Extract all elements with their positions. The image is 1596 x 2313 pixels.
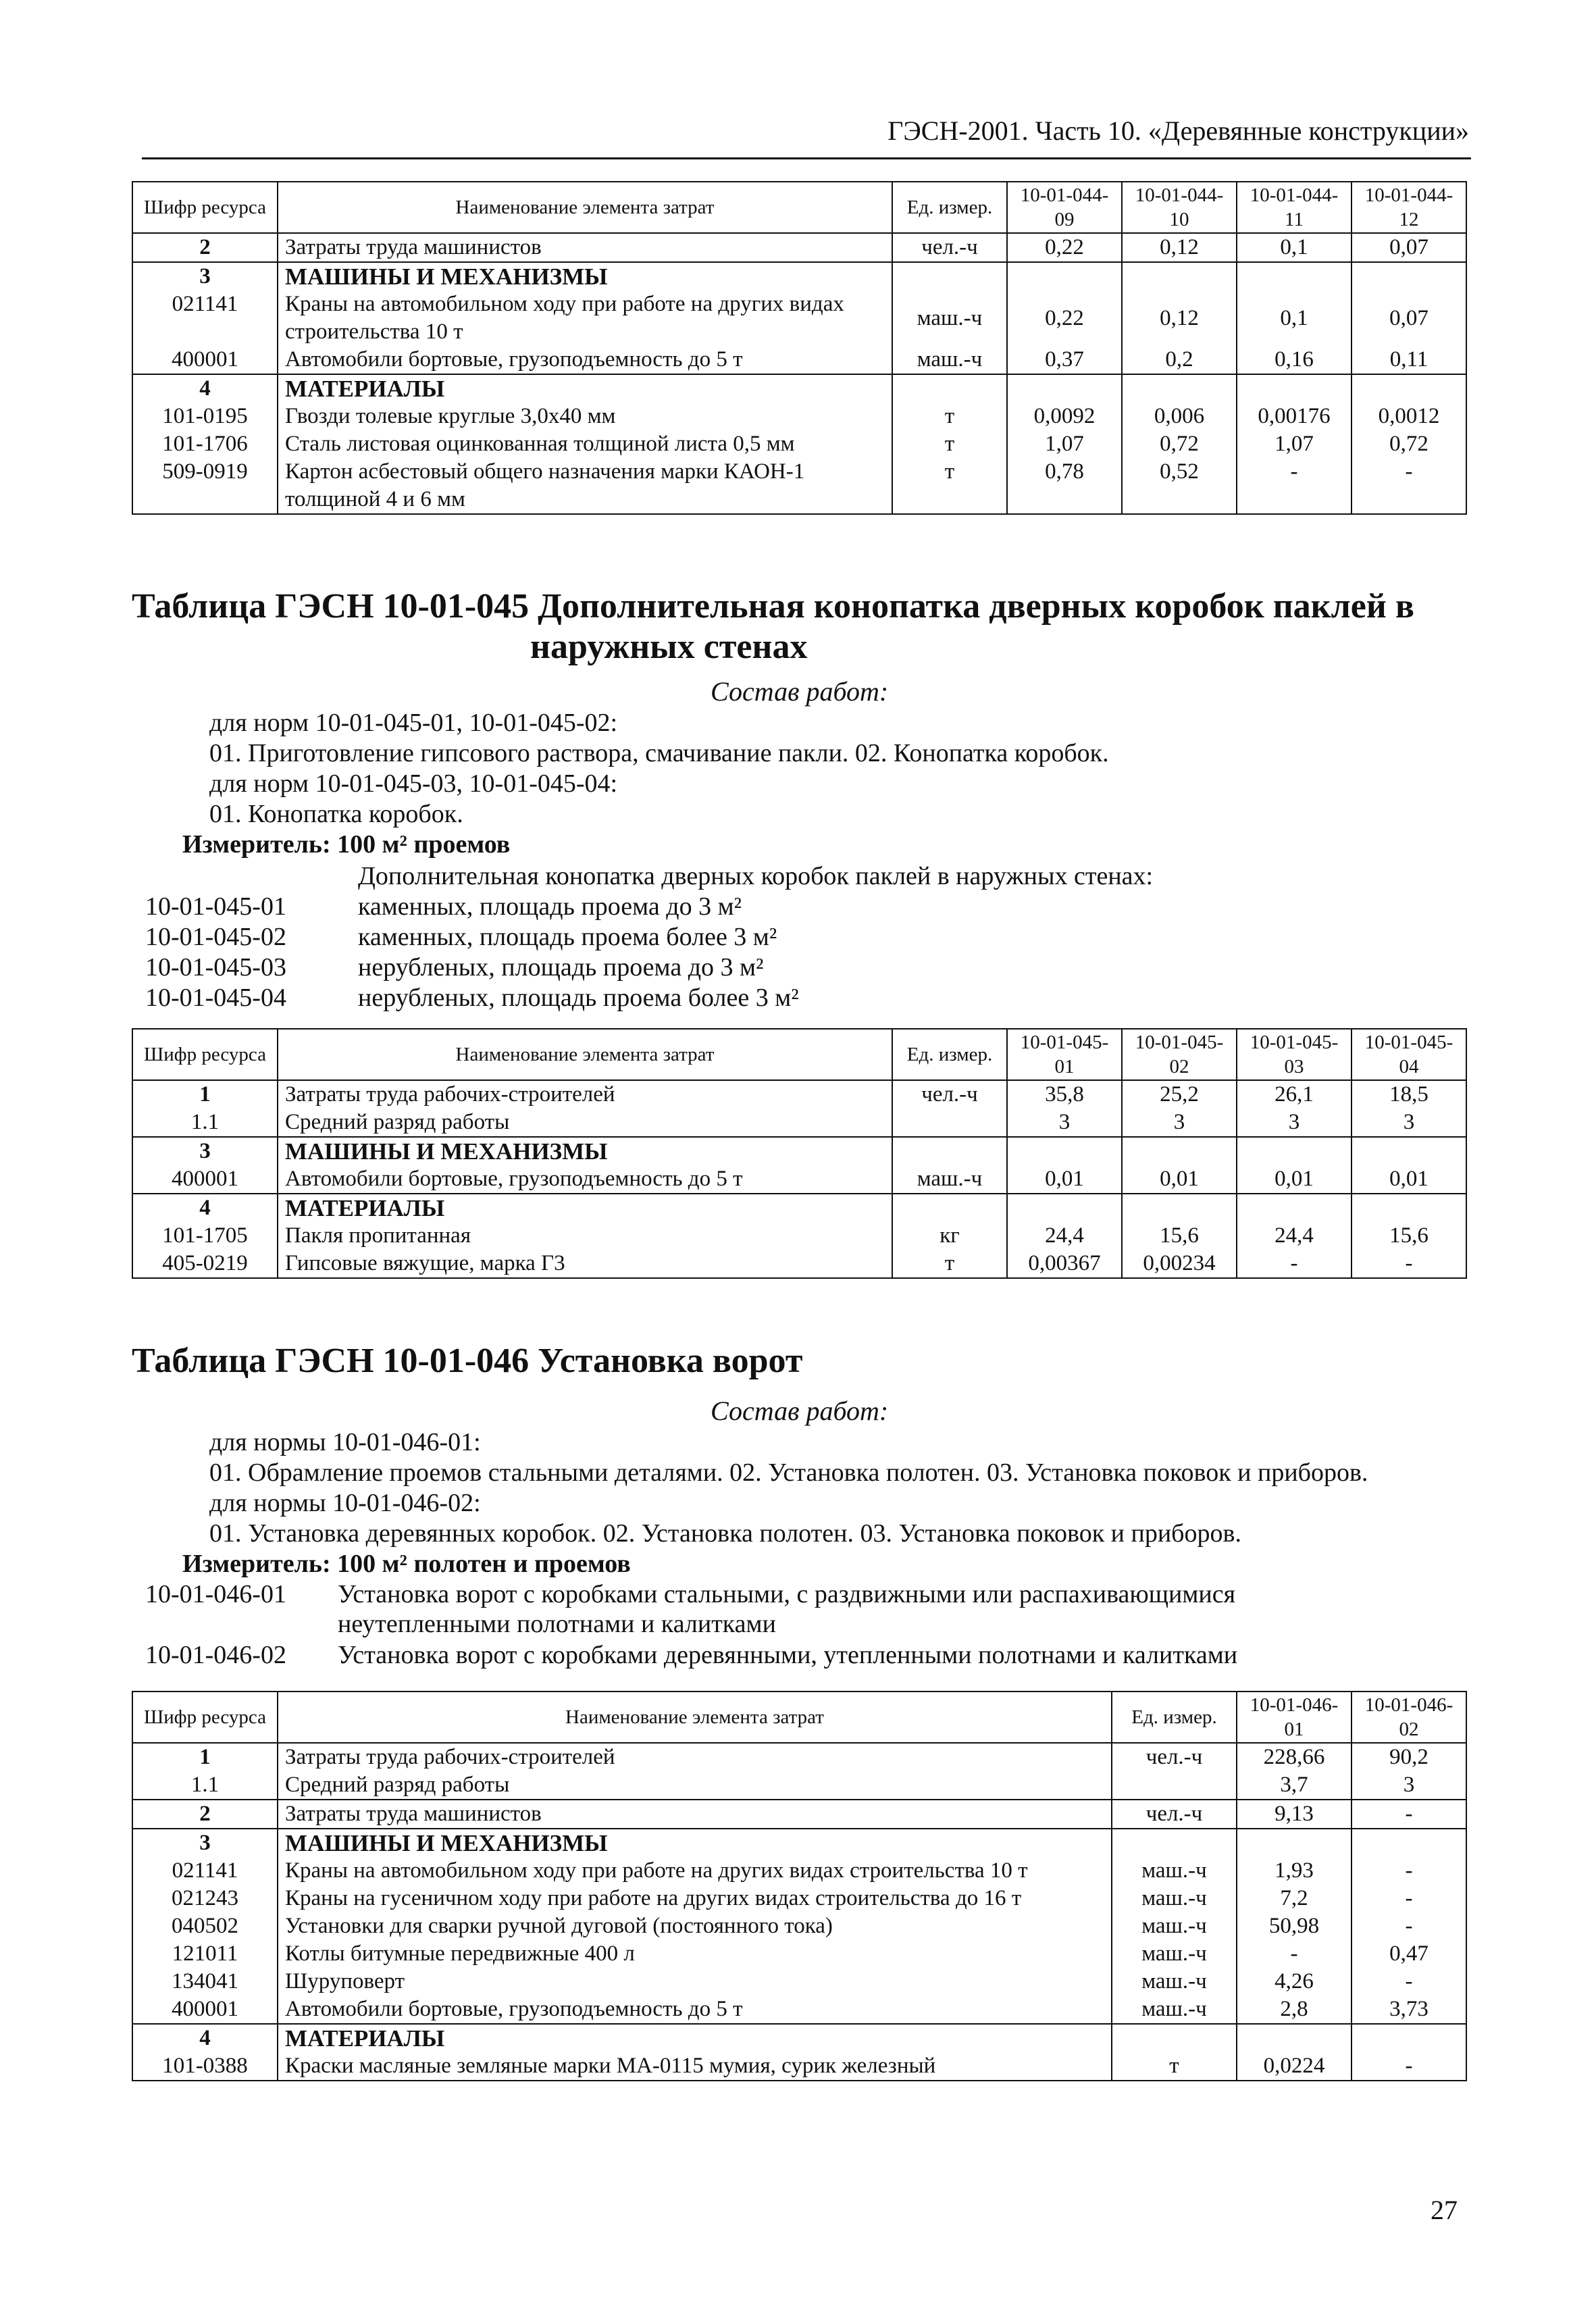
col-header-code: Шифр ресурса [132, 1692, 278, 1743]
measure-unit: Измеритель: 100 м² проемов [182, 830, 511, 859]
norm-code: 10-01-045-03 [145, 953, 286, 982]
group-machines [132, 1829, 1466, 2024]
works-line: 01. Обрамление проемов стальными деталями. 02. Установка полотен. 03. Установка поковок и приборов. [209, 1458, 1368, 1487]
section-row: 4 МАТЕРИАЛЫ [132, 374, 1466, 403]
col-header-unit: Ед. измер. [892, 1029, 1007, 1080]
for-norms-line: для норм 10-01-045-01, 10-01-045-02: [209, 709, 618, 737]
col-header-variant: 10-01-044-12 [1352, 182, 1466, 233]
table-row: 1 Затраты труда рабочих-строителей чел.-ч 228,66 90,2 [132, 1743, 1466, 1771]
table-row: 509-0919 Картон асбестовый общего назначения марки КАОН-1 толщиной 4 и 6 мм т 0,78 0,52 - - [132, 458, 1466, 514]
section-row: 3 МАШИНЫ И МЕХАНИЗМЫ [132, 1829, 1466, 1857]
col-header-variant: 10-01-045-04 [1352, 1029, 1466, 1080]
norm-code: 10-01-045-04 [145, 984, 286, 1012]
section-row: 3 МАШИНЫ И МЕХАНИЗМЫ [132, 262, 1466, 290]
col-header-unit: Ед. измер. [892, 182, 1007, 233]
table-row: 134041 Шуруповерт маш.-ч 4,26 - [132, 1968, 1466, 1996]
resource-table-046 [132, 1691, 1467, 2081]
table-row: 1 Затраты труда рабочих-строителей чел.-ч 35,8 25,2 26,1 18,5 [132, 1080, 1466, 1109]
col-header-variant: 10-01-045-02 [1122, 1029, 1237, 1080]
works-line: 01. Приготовление гипсового раствора, смачивание пакли. 02. Конопатка коробок. [209, 739, 1109, 767]
group-machinists-labor [132, 233, 1466, 262]
norm-description: нерубленых, площадь проема до 3 м² [358, 953, 764, 982]
norm-code: 10-01-046-02 [145, 1641, 286, 1669]
table-row: 101-0388 Краски масляные земляные марки МА-0115 мумия, сурик железный т 0,0224 - [132, 2052, 1466, 2081]
norm-code: 10-01-046-01 [145, 1580, 286, 1608]
measure-unit: Измеритель: 100 м² полотен и проемов [182, 1550, 631, 1578]
for-norms-line: для норм 10-01-045-03, 10-01-045-04: [209, 769, 618, 798]
group-workers-labor [132, 1743, 1466, 1800]
norm-code: 10-01-045-01 [145, 892, 286, 921]
table-row: 400001 Автомобили бортовые, грузоподъемность до 5 т маш.-ч 0,37 0,2 0,16 0,11 [132, 346, 1466, 374]
page-number: 27 [1431, 2195, 1458, 2225]
table-row: 040502 Установки для сварки ручной дуговой (постоянного тока) маш.-ч 50,98 - [132, 1912, 1466, 1940]
table-row: 405-0219 Гипсовые вяжущие, марка Г3 т 0,00367 0,00234 - - [132, 1250, 1466, 1278]
group-materials [132, 1194, 1466, 1278]
col-header-variant: 10-01-044-09 [1007, 182, 1122, 233]
table-row: 2 Затраты труда машинистов чел.-ч 0,22 0,12 0,1 0,07 [132, 233, 1466, 262]
col-header-unit: Ед. измер. [1112, 1692, 1237, 1743]
table-row: 400001 Автомобили бортовые, грузоподъемность до 5 т маш.-ч 2,8 3,73 [132, 1996, 1466, 2024]
section-title-046: Таблица ГЭСН 10-01-046 Установка ворот [132, 1342, 803, 1380]
table-row: 1.1 Средний разряд работы 3,7 3 [132, 1771, 1466, 1800]
running-header: ГЭСН-2001. Часть 10. «Деревянные конструкции» [887, 116, 1469, 146]
table-row: 101-0195 Гвозди толевые круглые 3,0х40 мм т 0,0092 0,006 0,00176 0,0012 [132, 403, 1466, 430]
works-line: 01. Установка деревянных коробок. 02. Установка полотен. 03. Установка поковок и приборов. [209, 1519, 1241, 1548]
col-header-name: Наименование элемента затрат [278, 1692, 1112, 1743]
table-row: 121011 Котлы битумные передвижные 400 л маш.-ч - 0,47 [132, 1940, 1466, 1968]
table-row: 1.1 Средний разряд работы 3 3 3 3 [132, 1109, 1466, 1137]
norm-description: нерубленых, площадь проема более 3 м² [358, 984, 799, 1012]
norm-description: Установка ворот с коробками деревянными, утепленными полотнами и калитками [338, 1641, 1238, 1669]
composition-heading: Состав работ: [711, 1396, 889, 1426]
col-header-variant: 10-01-045-01 [1007, 1029, 1122, 1080]
section-row: 3 МАШИНЫ И МЕХАНИЗМЫ [132, 1137, 1466, 1165]
table-row: 101-1705 Пакля пропитанная кг 24,4 15,6 24,4 15,6 [132, 1222, 1466, 1250]
group-materials [132, 374, 1466, 514]
col-header-code: Шифр ресурса [132, 182, 278, 233]
section-row: 4 МАТЕРИАЛЫ [132, 1194, 1466, 1222]
table-row: 101-1706 Сталь листовая оцинкованная толщиной листа 0,5 мм т 1,07 0,72 1,07 0,72 [132, 430, 1466, 458]
group-workers-labor [132, 1080, 1466, 1137]
col-header-name: Наименование элемента затрат [278, 1029, 892, 1080]
col-header-name: Наименование элемента затрат [278, 182, 892, 233]
col-header-code: Шифр ресурса [132, 1029, 278, 1080]
col-header-variant: 10-01-044-11 [1237, 182, 1352, 233]
resource-table-045 [132, 1028, 1467, 1279]
resource-table-044 [132, 181, 1467, 515]
norm-description: каменных, площадь проема до 3 м² [358, 892, 742, 921]
works-line: 01. Конопатка коробок. [209, 800, 463, 828]
for-norms-line: для нормы 10-01-046-01: [209, 1428, 481, 1456]
col-header-variant: 10-01-046-01 [1237, 1692, 1352, 1743]
section-title-045: Таблица ГЭСН 10-01-045 Дополнительная конопатка дверных коробок паклей в наружных стенах [132, 587, 1414, 666]
table-row: 2 Затраты труда машинистов чел.-ч 9,13 - [132, 1800, 1466, 1829]
section-row: 4 МАТЕРИАЛЫ [132, 2024, 1466, 2052]
group-machines [132, 262, 1466, 374]
norm-description: Установка ворот с коробками стальными, с раздвижными или распахивающимися неутепленными полотнами и калитками [338, 1580, 1236, 1638]
col-header-variant: 10-01-046-02 [1352, 1692, 1466, 1743]
norm-description: каменных, площадь проема более 3 м² [358, 923, 777, 951]
group-machinists-labor [132, 1800, 1466, 1829]
header-rule [142, 157, 1471, 159]
table-row: 021141 Краны на автомобильном ходу при работе на других видах строительства 10 т маш.-ч 1,93 - [132, 1857, 1466, 1885]
table-row: 021141 Краны на автомобильном ходу при работе на других видах строительства 10 т маш.-ч 0,22 0,12 0,1 0,07 [132, 290, 1466, 346]
for-norms-line: для нормы 10-01-046-02: [209, 1489, 481, 1517]
table-row: 021243 Краны на гусеничном ходу при работе на других видах строительства до 16 т маш.-ч 7,2 - [132, 1885, 1466, 1912]
group-materials [132, 2024, 1466, 2081]
norm-code: 10-01-045-02 [145, 923, 286, 951]
group-machines [132, 1137, 1466, 1194]
composition-heading: Состав работ: [711, 676, 889, 707]
table-row: 400001 Автомобили бортовые, грузоподъемность до 5 т маш.-ч 0,01 0,01 0,01 0,01 [132, 1165, 1466, 1194]
col-header-variant: 10-01-045-03 [1237, 1029, 1352, 1080]
norms-intro: Дополнительная конопатка дверных коробок паклей в наружных стенах: [358, 862, 1154, 890]
col-header-variant: 10-01-044-10 [1122, 182, 1237, 233]
